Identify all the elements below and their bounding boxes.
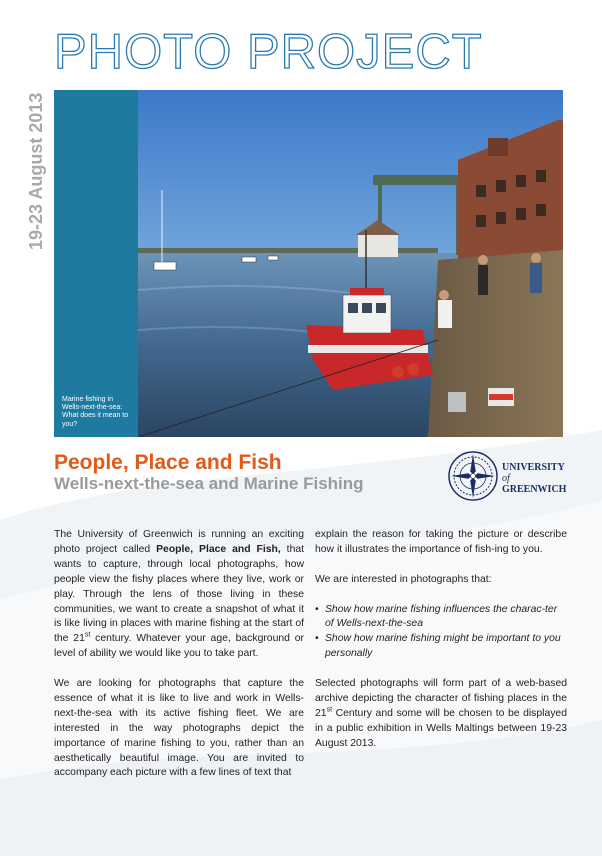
caption-panel bbox=[54, 90, 138, 437]
selection-superscript: st bbox=[326, 706, 333, 714]
looking-for-paragraph-continued: explain the reason for taking the picture or describe how it illustrates the importance of fish-ing to you. bbox=[315, 529, 567, 555]
compass-seal-icon bbox=[447, 450, 499, 502]
logo-line-of: of bbox=[502, 473, 510, 484]
list-item: • Show how marine fishing influences the charac-ter of Wells-next-the-sea bbox=[315, 603, 567, 633]
headline-subtitle: Wells-next-the-sea and Marine Fishing bbox=[54, 474, 364, 493]
interested-paragraph: We are interested in photographs that: bbox=[315, 573, 492, 585]
intro-superscript: st bbox=[84, 631, 91, 639]
intro-paragraph bbox=[54, 528, 304, 662]
event-date-vertical: 19-23 August 2013 bbox=[26, 92, 46, 250]
selection-text-b: Century and some will be chosen to be displayed in a public exhibition in Wells Maltings between 19-23 August 2013. bbox=[315, 707, 567, 749]
photo-caption: Marine fishing in Wells-next-the-sea: What does it mean to you? bbox=[62, 396, 129, 428]
intro-text-a: The University of Greenwich is running an exciting photo project called bbox=[54, 529, 304, 555]
looking-for-paragraph: We are looking for photographs that capture the essence of what it is like to live and work in Wells-next-the-sea with its active fishing fleet. We are interested in the way photographs depict the importance of marine fishing to you, rather than an aesthetically beautiful image. You are invited to accompany each picture with a few lines of text that bbox=[54, 678, 304, 779]
intro-text-b: that wants to capture, through local photographs, how people view the fishy places where they live, work or play. Through the lens of those living in these communities, we want to create a snapshot of what it is like living in places with marine fishing at the start of the 21 bbox=[54, 543, 305, 645]
selection-paragraph bbox=[315, 677, 567, 752]
harbour-scene-image bbox=[138, 90, 563, 437]
university-logo bbox=[447, 450, 565, 504]
criteria-list bbox=[315, 603, 567, 663]
body-column-right bbox=[315, 528, 567, 752]
logo-wordmark bbox=[502, 462, 566, 495]
selection-text-a: Selected photographs will form part of a web-based archive depicting the character of fishing places in the 21 bbox=[315, 678, 567, 719]
headline-title: People, Place and Fish bbox=[54, 451, 282, 474]
harbour-photo bbox=[138, 90, 563, 437]
body-column-left bbox=[54, 528, 304, 781]
page-title: PHOTO PROJECT bbox=[54, 25, 483, 79]
intro-text-c: century. Whatever your age, background or level of ability we would like you to take part. bbox=[54, 633, 305, 660]
logo-line-greenwich: GREENWICH bbox=[502, 484, 567, 495]
project-name-bold: People, Place and Fish, bbox=[156, 543, 281, 555]
list-item: • Show how marine fishing might be important to you personally bbox=[315, 632, 567, 662]
logo-line-university: UNIVERSITY bbox=[502, 462, 565, 473]
